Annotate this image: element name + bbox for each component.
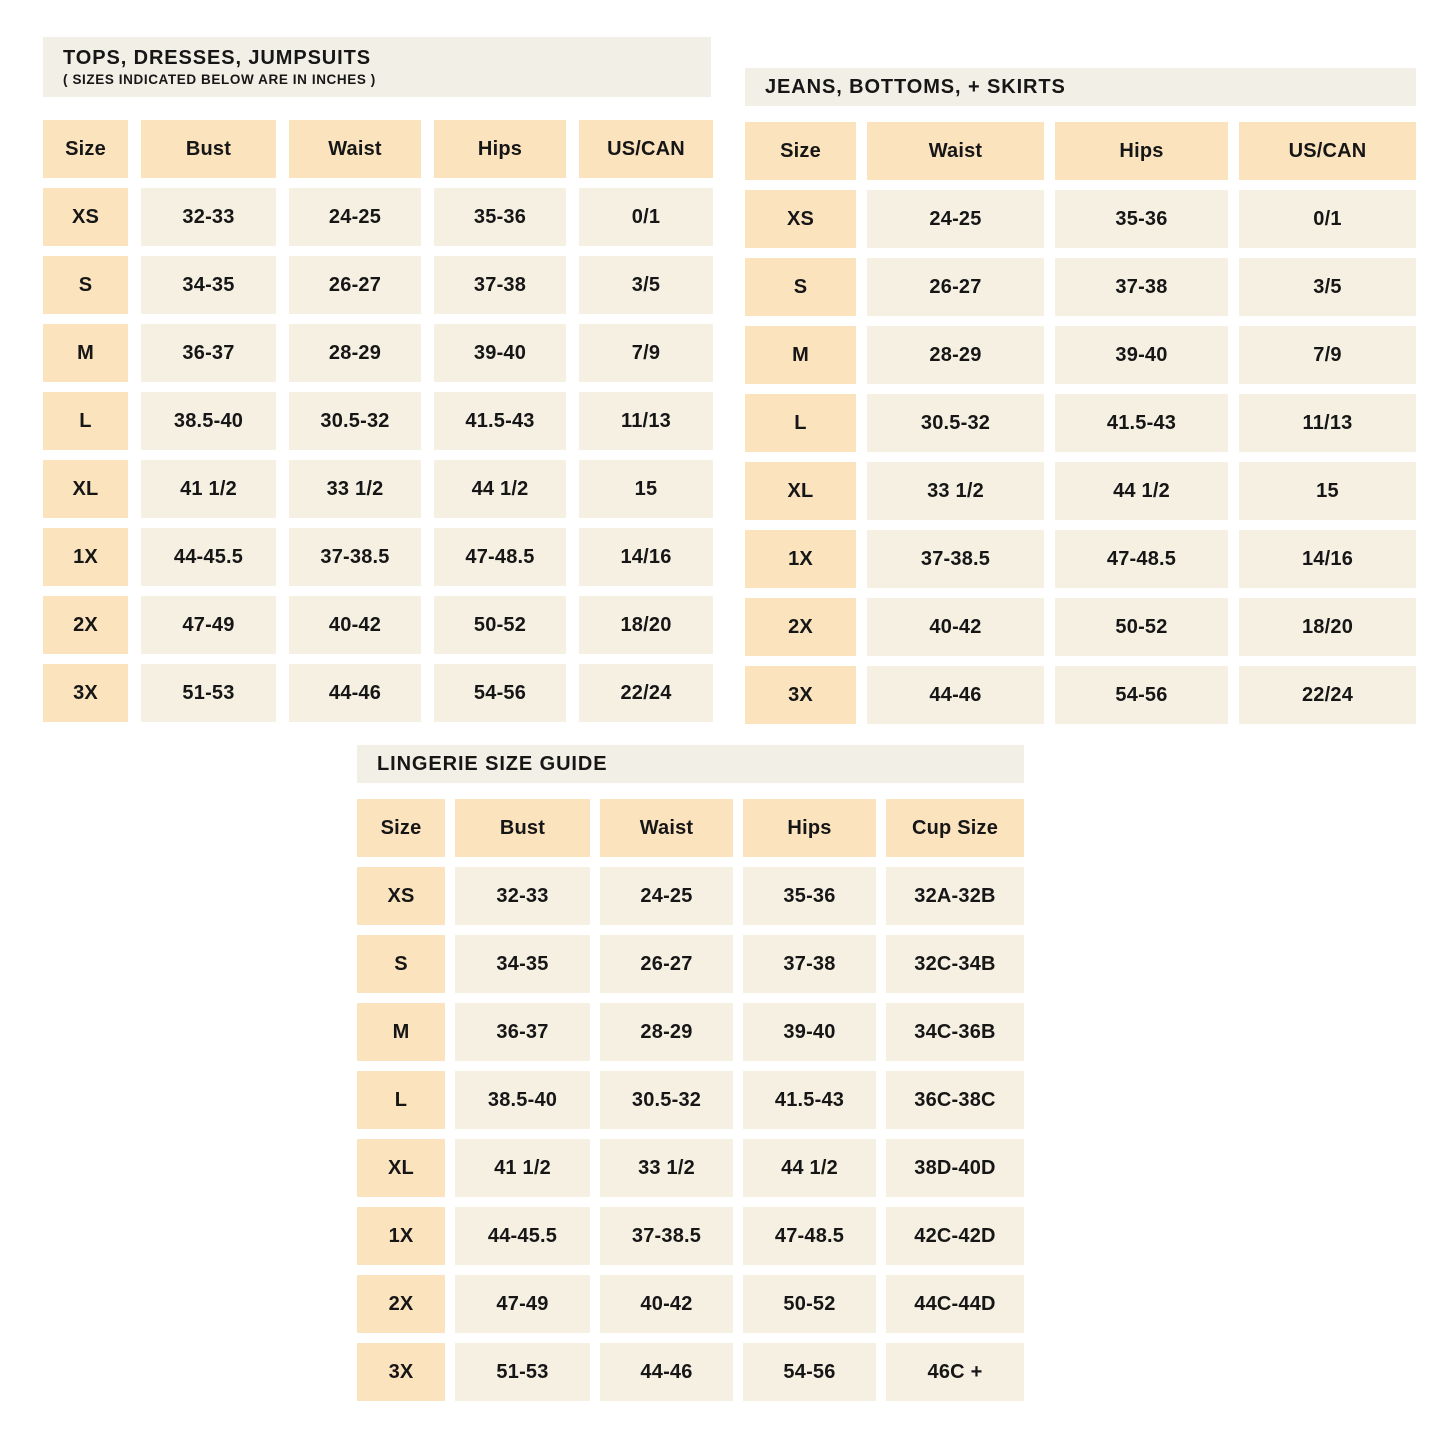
measurement-cell: 32C-34B <box>886 935 1024 993</box>
measurement-cell: 11/13 <box>1239 394 1416 452</box>
lingerie-section-title: LINGERIE SIZE GUIDE <box>377 752 608 775</box>
measurement-cell: 30.5-32 <box>289 392 421 450</box>
lingerie-title-bar <box>357 745 1024 783</box>
jeans-section-title: JEANS, BOTTOMS, + SKIRTS <box>765 75 1066 98</box>
size-label-cell: L <box>43 392 128 450</box>
measurement-cell: 32-33 <box>141 188 276 246</box>
measurement-cell: 44-45.5 <box>455 1207 590 1265</box>
measurement-cell: 40-42 <box>289 596 421 654</box>
measurement-cell: 39-40 <box>434 324 566 382</box>
measurement-cell: 44C-44D <box>886 1275 1024 1333</box>
column-header-cup-size: Cup Size <box>886 799 1024 857</box>
size-label-cell: 1X <box>43 528 128 586</box>
measurement-cell: 41 1/2 <box>141 460 276 518</box>
measurement-cell: 30.5-32 <box>600 1071 733 1129</box>
tops-dresses-jumpsuits-section <box>43 37 711 722</box>
measurement-cell: 32-33 <box>455 867 590 925</box>
measurement-cell: 33 1/2 <box>867 462 1044 520</box>
measurement-cell: 50-52 <box>743 1275 876 1333</box>
measurement-cell: 35-36 <box>743 867 876 925</box>
measurement-cell: 3/5 <box>579 256 713 314</box>
column-header-bust: Bust <box>141 120 276 178</box>
measurement-cell: 44-46 <box>867 666 1044 724</box>
size-label-cell: 3X <box>357 1343 445 1401</box>
measurement-cell: 24-25 <box>600 867 733 925</box>
measurement-cell: 36-37 <box>141 324 276 382</box>
column-header-hips: Hips <box>434 120 566 178</box>
measurement-cell: 38.5-40 <box>455 1071 590 1129</box>
size-label-cell: 1X <box>745 530 856 588</box>
measurement-cell: 30.5-32 <box>867 394 1044 452</box>
jeans-title-bar <box>745 68 1416 106</box>
column-header-waist: Waist <box>600 799 733 857</box>
measurement-cell: 24-25 <box>867 190 1044 248</box>
measurement-cell: 44-46 <box>289 664 421 722</box>
measurement-cell: 26-27 <box>289 256 421 314</box>
measurement-cell: 26-27 <box>867 258 1044 316</box>
size-label-cell: M <box>43 324 128 382</box>
column-header-size: Size <box>745 122 856 180</box>
tops-title-bar <box>43 37 711 97</box>
measurement-cell: 32A-32B <box>886 867 1024 925</box>
measurement-cell: 47-49 <box>141 596 276 654</box>
size-label-cell: M <box>745 326 856 384</box>
measurement-cell: 40-42 <box>600 1275 733 1333</box>
jeans-bottoms-skirts-section <box>745 68 1416 724</box>
column-header-bust: Bust <box>455 799 590 857</box>
measurement-cell: 28-29 <box>289 324 421 382</box>
measurement-cell: 42C-42D <box>886 1207 1024 1265</box>
size-label-cell: S <box>357 935 445 993</box>
measurement-cell: 3/5 <box>1239 258 1416 316</box>
column-header-hips: Hips <box>743 799 876 857</box>
measurement-cell: 54-56 <box>743 1343 876 1401</box>
measurement-cell: 51-53 <box>141 664 276 722</box>
lingerie-size-guide-section <box>357 745 1024 1401</box>
measurement-cell: 0/1 <box>579 188 713 246</box>
size-label-cell: L <box>745 394 856 452</box>
measurement-cell: 39-40 <box>1055 326 1228 384</box>
measurement-cell: 41.5-43 <box>743 1071 876 1129</box>
measurement-cell: 39-40 <box>743 1003 876 1061</box>
measurement-cell: 41.5-43 <box>434 392 566 450</box>
measurement-cell: 54-56 <box>1055 666 1228 724</box>
measurement-cell: 34C-36B <box>886 1003 1024 1061</box>
measurement-cell: 36-37 <box>455 1003 590 1061</box>
measurement-cell: 41.5-43 <box>1055 394 1228 452</box>
measurement-cell: 40-42 <box>867 598 1044 656</box>
measurement-cell: 47-48.5 <box>1055 530 1228 588</box>
measurement-cell: 35-36 <box>1055 190 1228 248</box>
measurement-cell: 14/16 <box>579 528 713 586</box>
measurement-cell: 15 <box>579 460 713 518</box>
column-header-us-can: US/CAN <box>579 120 713 178</box>
size-label-cell: S <box>745 258 856 316</box>
measurement-cell: 36C-38C <box>886 1071 1024 1129</box>
measurement-cell: 37-38.5 <box>289 528 421 586</box>
column-header-hips: Hips <box>1055 122 1228 180</box>
measurement-cell: 18/20 <box>1239 598 1416 656</box>
size-label-cell: 3X <box>745 666 856 724</box>
size-label-cell: 2X <box>357 1275 445 1333</box>
measurement-cell: 34-35 <box>141 256 276 314</box>
size-label-cell: XS <box>357 867 445 925</box>
size-label-cell: L <box>357 1071 445 1129</box>
measurement-cell: 11/13 <box>579 392 713 450</box>
size-label-cell: 1X <box>357 1207 445 1265</box>
column-header-size: Size <box>43 120 128 178</box>
measurement-cell: 37-38 <box>434 256 566 314</box>
lingerie-size-table <box>357 799 1024 1401</box>
measurement-cell: 51-53 <box>455 1343 590 1401</box>
measurement-cell: 22/24 <box>1239 666 1416 724</box>
measurement-cell: 0/1 <box>1239 190 1416 248</box>
column-header-waist: Waist <box>867 122 1044 180</box>
measurement-cell: 38D-40D <box>886 1139 1024 1197</box>
measurement-cell: 46C + <box>886 1343 1024 1401</box>
measurement-cell: 44 1/2 <box>1055 462 1228 520</box>
measurement-cell: 28-29 <box>867 326 1044 384</box>
measurement-cell: 54-56 <box>434 664 566 722</box>
jeans-size-table <box>745 122 1416 724</box>
measurement-cell: 47-48.5 <box>743 1207 876 1265</box>
size-label-cell: XL <box>745 462 856 520</box>
column-header-size: Size <box>357 799 445 857</box>
measurement-cell: 44-46 <box>600 1343 733 1401</box>
column-header-waist: Waist <box>289 120 421 178</box>
measurement-cell: 14/16 <box>1239 530 1416 588</box>
measurement-cell: 33 1/2 <box>289 460 421 518</box>
measurement-cell: 41 1/2 <box>455 1139 590 1197</box>
measurement-cell: 28-29 <box>600 1003 733 1061</box>
size-label-cell: XL <box>43 460 128 518</box>
measurement-cell: 37-38 <box>1055 258 1228 316</box>
size-label-cell: XL <box>357 1139 445 1197</box>
measurement-cell: 50-52 <box>1055 598 1228 656</box>
measurement-cell: 37-38.5 <box>600 1207 733 1265</box>
measurement-cell: 7/9 <box>1239 326 1416 384</box>
size-label-cell: S <box>43 256 128 314</box>
measurement-cell: 50-52 <box>434 596 566 654</box>
column-header-us-can: US/CAN <box>1239 122 1416 180</box>
measurement-cell: 44 1/2 <box>434 460 566 518</box>
measurement-cell: 38.5-40 <box>141 392 276 450</box>
measurement-cell: 7/9 <box>579 324 713 382</box>
measurement-cell: 47-49 <box>455 1275 590 1333</box>
size-label-cell: 2X <box>43 596 128 654</box>
size-label-cell: 3X <box>43 664 128 722</box>
size-label-cell: XS <box>745 190 856 248</box>
measurement-cell: 37-38 <box>743 935 876 993</box>
tops-section-title: TOPS, DRESSES, JUMPSUITS <box>63 46 371 69</box>
measurement-cell: 15 <box>1239 462 1416 520</box>
size-label-cell: M <box>357 1003 445 1061</box>
measurement-cell: 35-36 <box>434 188 566 246</box>
measurement-cell: 33 1/2 <box>600 1139 733 1197</box>
tops-section-subtitle: ( SIZES INDICATED BELOW ARE IN INCHES ) <box>63 71 376 87</box>
measurement-cell: 37-38.5 <box>867 530 1044 588</box>
measurement-cell: 44-45.5 <box>141 528 276 586</box>
size-label-cell: XS <box>43 188 128 246</box>
measurement-cell: 24-25 <box>289 188 421 246</box>
measurement-cell: 22/24 <box>579 664 713 722</box>
measurement-cell: 34-35 <box>455 935 590 993</box>
measurement-cell: 18/20 <box>579 596 713 654</box>
size-label-cell: 2X <box>745 598 856 656</box>
tops-size-table <box>43 120 711 722</box>
measurement-cell: 47-48.5 <box>434 528 566 586</box>
measurement-cell: 44 1/2 <box>743 1139 876 1197</box>
measurement-cell: 26-27 <box>600 935 733 993</box>
